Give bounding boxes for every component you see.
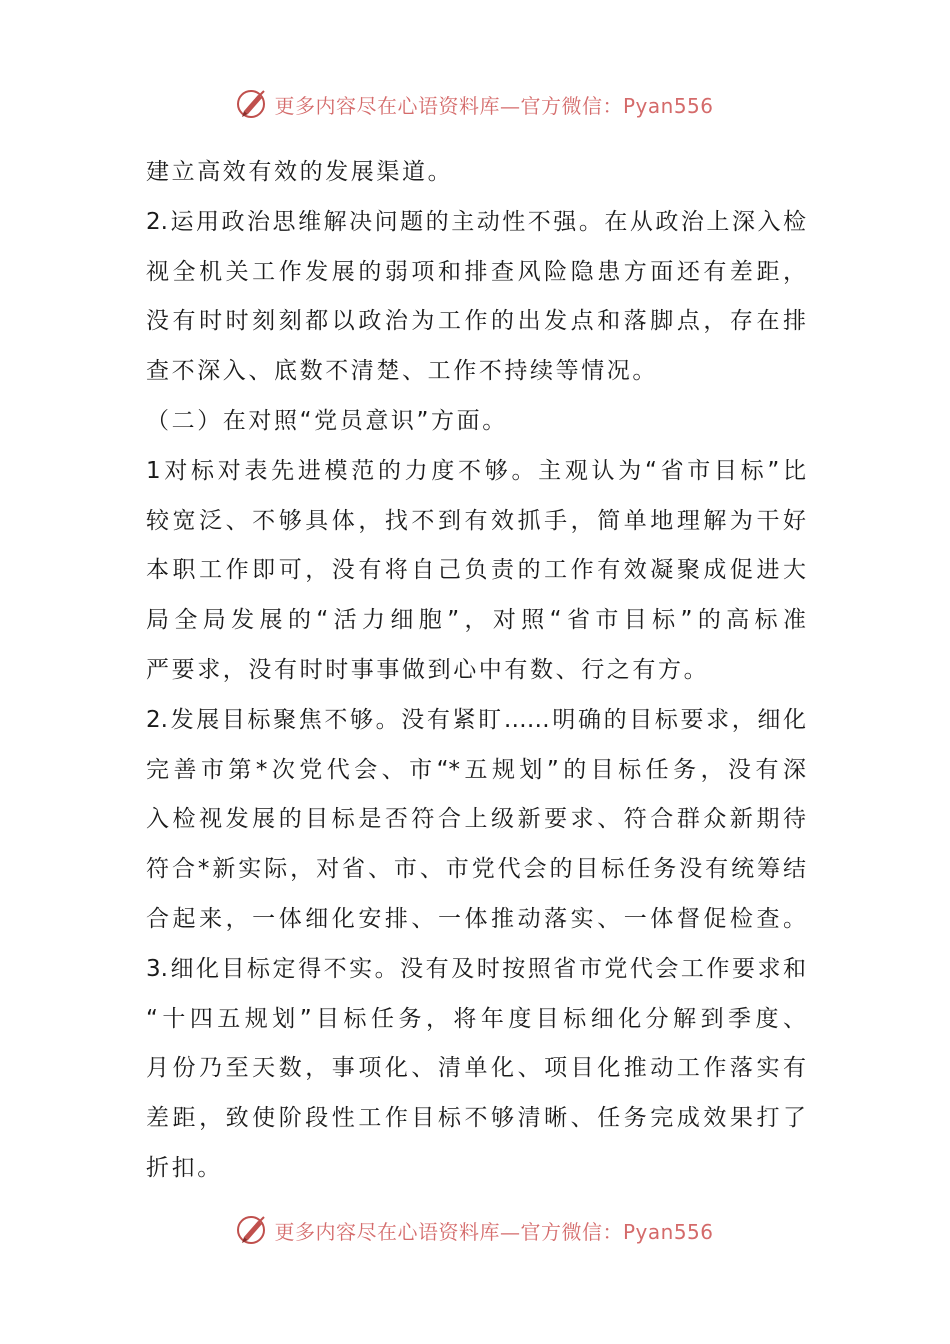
text-line: 2.运用政治思维解决问题的主动性不强。在从政治上深入检 — [146, 208, 806, 235]
header-watermark — [0, 84, 950, 124]
text-line: 查不深入、底数不清楚、工作不持续等情况。 — [146, 358, 658, 385]
text-line: 视全机关工作发展的弱项和排查风险隐患方面还有差距， — [146, 258, 806, 285]
text-line: 2.发展目标聚焦不够。没有紧盯……明确的目标要求，细化 — [146, 706, 806, 733]
watermark-text: 更多内容尽在心语资料库—官方微信：Pyan556 — [274, 93, 714, 118]
text-line: 合起来，一体细化安排、一体推动落实、一体督促检查。 — [146, 905, 806, 932]
text-line: 月份乃至天数，事项化、清单化、项目化推动工作落实有 — [146, 1055, 806, 1082]
text-line: 入检视发展的目标是否符合上级新要求、符合群众新期待 — [146, 806, 806, 833]
watermark-text: 更多内容尽在心语资料库—官方微信：Pyan556 — [274, 1219, 714, 1244]
text-line: “十四五规划”目标任务，将年度目标细化分解到季度、 — [146, 1005, 806, 1032]
footer-watermark — [0, 1210, 950, 1250]
text-line: 严要求，没有时时事事做到心中有数、行之有方。 — [146, 656, 710, 683]
text-line: 3.细化目标定得不实。没有及时按照省市党代会工作要求和 — [146, 955, 806, 982]
text-line: 建立高效有效的发展渠道。 — [146, 159, 454, 185]
document-body — [146, 148, 806, 1194]
text-line: 符合*新实际，对省、市、市党代会的目标任务没有统筹结 — [146, 856, 806, 883]
pen-logo-icon — [236, 87, 270, 121]
text-line: 没有时时刻刻都以政治为工作的出发点和落脚点，存在排 — [146, 308, 806, 335]
pen-logo-icon — [236, 1213, 270, 1247]
text-line: 较宽泛、不够具体，找不到有效抓手，简单地理解为干好 — [146, 507, 806, 534]
text-line: 本职工作即可，没有将自己负责的工作有效凝聚成促进大 — [146, 557, 806, 584]
text-line: 局全局发展的“活力细胞”，对照“省市目标”的高标准 — [146, 607, 806, 634]
text-line: 1对标对表先进模范的力度不够。主观认为“省市目标”比 — [146, 457, 806, 484]
text-line: 差距，致使阶段性工作目标不够清晰、任务完成效果打了 — [146, 1105, 806, 1132]
text-line: 完善市第*次党代会、市“*五规划”的目标任务，没有深 — [146, 756, 806, 783]
section-heading: （二）在对照“党员意识”方面。 — [146, 407, 508, 434]
text-line: 折扣。 — [146, 1154, 223, 1181]
